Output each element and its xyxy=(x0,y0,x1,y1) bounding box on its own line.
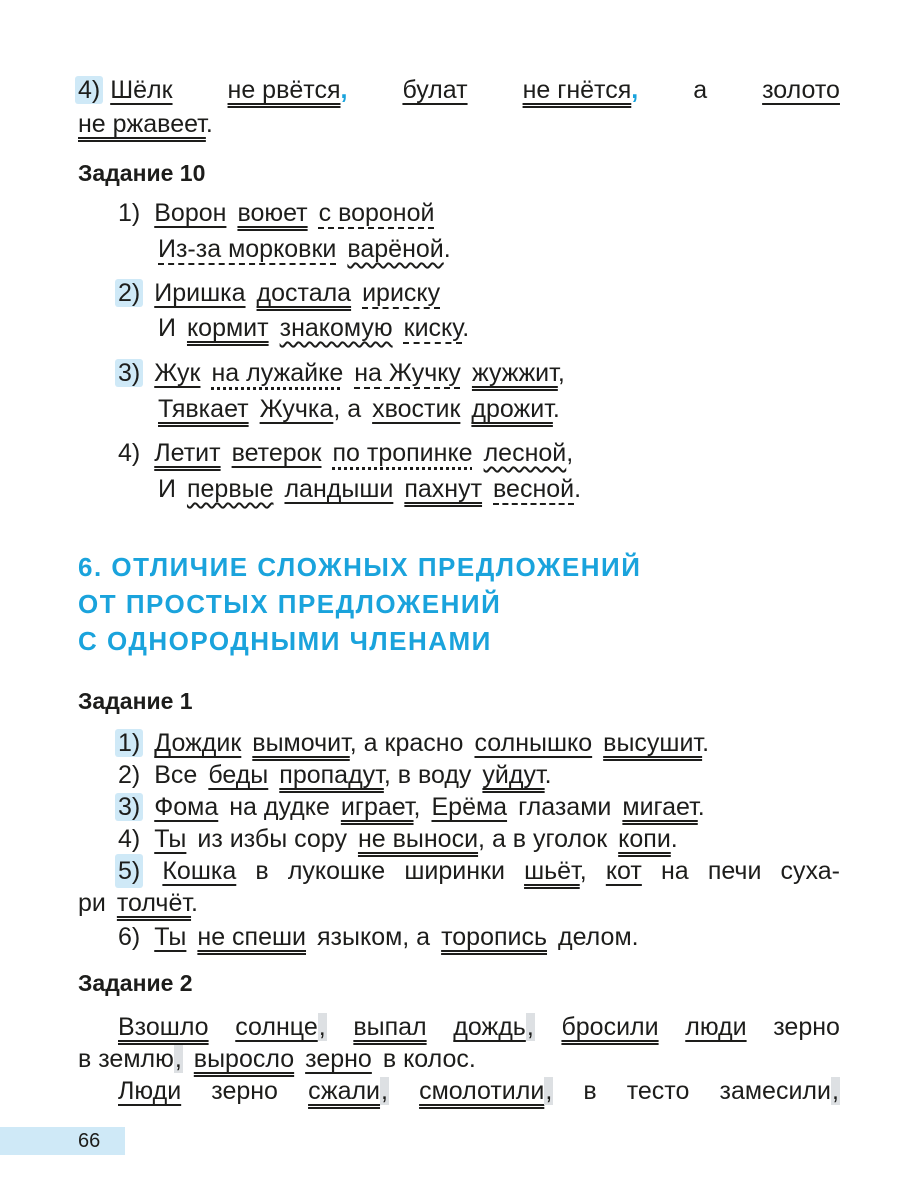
predicate: не спеши xyxy=(197,923,307,951)
task-1-title: Задание 1 xyxy=(78,688,193,714)
predicate: Взошло xyxy=(118,1013,209,1041)
task10-item2-line1 xyxy=(118,276,840,310)
word: в xyxy=(255,857,269,885)
word: а xyxy=(693,76,708,104)
punct: , xyxy=(579,857,587,885)
predicate: дрожит xyxy=(471,395,553,423)
punct: , xyxy=(557,359,565,387)
task10-item3-line1 xyxy=(118,356,840,390)
predicate: кормит xyxy=(186,314,269,342)
subject: Жук xyxy=(154,359,201,387)
task1-row6 xyxy=(118,920,840,954)
predicate: пропадут xyxy=(279,761,384,789)
comma-mark: , xyxy=(318,1013,326,1041)
word: зерно xyxy=(211,1077,278,1105)
item-number: 4) xyxy=(75,76,103,104)
subject: люди xyxy=(685,1013,747,1041)
word: тесто xyxy=(626,1077,690,1105)
word: глазами xyxy=(518,793,612,821)
predicate: шьёт xyxy=(524,857,580,885)
predicate: не рвётся xyxy=(227,76,341,104)
item-number: 5) xyxy=(115,854,143,888)
punct: . xyxy=(462,314,470,342)
subject: Кошка xyxy=(162,857,237,885)
punct: . xyxy=(702,729,710,757)
predicate: мигает xyxy=(622,793,698,821)
subject: Ты xyxy=(154,825,187,853)
predicate: высушит xyxy=(603,729,703,757)
attribute: знакомую xyxy=(279,314,393,342)
word: , а в уголок xyxy=(478,825,608,853)
punct: . xyxy=(697,793,705,821)
task2-line3 xyxy=(118,1074,840,1108)
task1-row3 xyxy=(118,790,840,824)
adverbial: по тропинке xyxy=(332,439,473,467)
predicate: смолотили xyxy=(419,1077,545,1105)
subject: золото xyxy=(762,76,840,104)
predicate: жужжит xyxy=(471,359,558,387)
task1-row5-cont xyxy=(78,886,840,920)
predicate: играет xyxy=(340,793,414,821)
subject: Ерёма xyxy=(431,793,508,821)
comma-mark: , xyxy=(545,1077,553,1105)
word: в колос. xyxy=(382,1045,476,1073)
comma-mark: , xyxy=(340,76,348,104)
object: на Жучку xyxy=(354,359,461,387)
punct: . xyxy=(574,475,582,503)
subject: Иришка xyxy=(154,279,246,307)
word: языком, а xyxy=(317,923,431,951)
task10-item4-line2 xyxy=(158,472,840,506)
word: , а красно xyxy=(349,729,464,757)
predicate: толчёт xyxy=(116,889,192,917)
subject: булат xyxy=(402,76,468,104)
adverbial: на лужайке xyxy=(211,359,344,387)
subject: беды xyxy=(208,761,269,789)
section-title-line: 6. ОТЛИЧИЕ СЛОЖНЫХ ПРЕДЛОЖЕНИЙ xyxy=(78,552,642,582)
subject: Ты xyxy=(154,923,187,951)
item-number: 4) xyxy=(118,439,141,467)
predicate: торопись xyxy=(441,923,548,951)
word: в землю xyxy=(78,1045,174,1073)
task-10-title: Задание 10 xyxy=(78,160,206,186)
word: замесили xyxy=(719,1077,831,1105)
item-number: 6) xyxy=(118,923,141,951)
section-title-line: ОТ ПРОСТЫХ ПРЕДЛОЖЕНИЙ xyxy=(78,589,502,619)
task2-line2 xyxy=(78,1042,840,1076)
word: , а xyxy=(333,395,362,423)
comma-mark: , xyxy=(526,1013,534,1041)
task10-item1-line1 xyxy=(118,196,840,230)
word: ри xyxy=(78,889,106,917)
word: суха- xyxy=(780,857,840,885)
comma-mark: , xyxy=(381,1077,388,1105)
word: И xyxy=(158,475,176,503)
word: печи xyxy=(707,857,762,885)
word: делом. xyxy=(558,923,639,951)
attribute: первые xyxy=(186,475,274,503)
subject: ветерок xyxy=(231,439,322,467)
predicate: уйдут xyxy=(482,761,545,789)
item-number: 2) xyxy=(118,761,141,789)
comma-mark: , xyxy=(174,1045,182,1073)
subject: хвостик xyxy=(372,395,461,423)
punct: . xyxy=(443,235,451,263)
subject: Дождик xyxy=(154,729,242,757)
subject: дождь xyxy=(453,1013,526,1041)
task10-item4-line1 xyxy=(118,436,840,470)
predicate: Летит xyxy=(154,439,221,467)
predicate: не ржавеет xyxy=(78,110,206,138)
item-number: 1) xyxy=(118,199,141,227)
subject: солнце xyxy=(235,1013,318,1041)
punct: , xyxy=(566,439,574,467)
predicate: выпал xyxy=(353,1013,427,1041)
top-line-2 xyxy=(78,107,840,141)
object: с вороной xyxy=(318,199,435,227)
item-number: 2) xyxy=(115,279,143,307)
predicate: пахнут xyxy=(404,475,483,503)
predicate: выросло xyxy=(193,1045,295,1073)
predicate: воюет xyxy=(237,199,308,227)
task1-row5 xyxy=(118,854,840,888)
item-number: 3) xyxy=(115,793,143,821)
punct: . xyxy=(544,761,552,789)
predicate: не гнётся xyxy=(522,76,632,104)
section-title-line: С ОДНОРОДНЫМИ ЧЛЕНАМИ xyxy=(78,626,492,656)
word: , в воду xyxy=(383,761,472,789)
object: киску xyxy=(403,314,463,342)
subject: Ворон xyxy=(154,199,227,227)
word: в xyxy=(583,1077,597,1105)
subject: ландыши xyxy=(284,475,394,503)
comma-mark: , xyxy=(831,1077,839,1105)
task-2-title: Задание 2 xyxy=(78,970,193,996)
task10-item2-line2 xyxy=(158,311,840,345)
predicate: сжали xyxy=(308,1077,381,1105)
page-number: 66 xyxy=(0,1127,125,1155)
subject: кот xyxy=(605,857,642,885)
subject: Шёлк xyxy=(110,76,173,104)
item-number: 3) xyxy=(115,359,143,387)
subject: зерно xyxy=(305,1045,372,1073)
attribute: варёной xyxy=(347,235,444,263)
task1-row4 xyxy=(118,822,840,856)
punct: . xyxy=(205,110,213,138)
word: И xyxy=(158,314,176,342)
punct: , xyxy=(413,793,421,821)
word: на xyxy=(660,857,689,885)
predicate: вымочит xyxy=(252,729,350,757)
word: лукошке xyxy=(287,857,386,885)
predicate: бросили xyxy=(561,1013,659,1041)
object: ириску xyxy=(362,279,441,307)
punct: . xyxy=(670,825,678,853)
task10-item3-line2 xyxy=(158,392,840,426)
word: из избы сору xyxy=(197,825,347,853)
punct: . xyxy=(191,889,198,917)
top-line-1 xyxy=(78,73,840,107)
subject: Жучка xyxy=(259,395,334,423)
item-number: 1) xyxy=(115,729,143,757)
comma-mark: , xyxy=(631,76,639,104)
predicate: достала xyxy=(256,279,352,307)
subject: солнышко xyxy=(474,729,593,757)
task1-row1 xyxy=(118,726,840,760)
adverbial: весной xyxy=(493,475,575,503)
task10-item1-line2 xyxy=(158,232,840,266)
subject: Фома xyxy=(154,793,219,821)
word: на дудке xyxy=(229,793,330,821)
subject: Люди xyxy=(118,1077,182,1105)
attribute: лесной xyxy=(483,439,567,467)
item-number: 4) xyxy=(118,825,141,853)
task1-row2 xyxy=(118,758,840,792)
word: Все xyxy=(154,761,198,789)
word: зерно xyxy=(773,1013,840,1041)
task2-line1 xyxy=(118,1010,840,1044)
predicate: не выноси xyxy=(357,825,479,853)
object: Из-за морковки xyxy=(158,235,337,263)
predicate: копи xyxy=(618,825,671,853)
predicate: Тявкает xyxy=(158,395,249,423)
section-title xyxy=(78,549,641,660)
word: ширинки xyxy=(404,857,505,885)
punct: . xyxy=(552,395,560,423)
